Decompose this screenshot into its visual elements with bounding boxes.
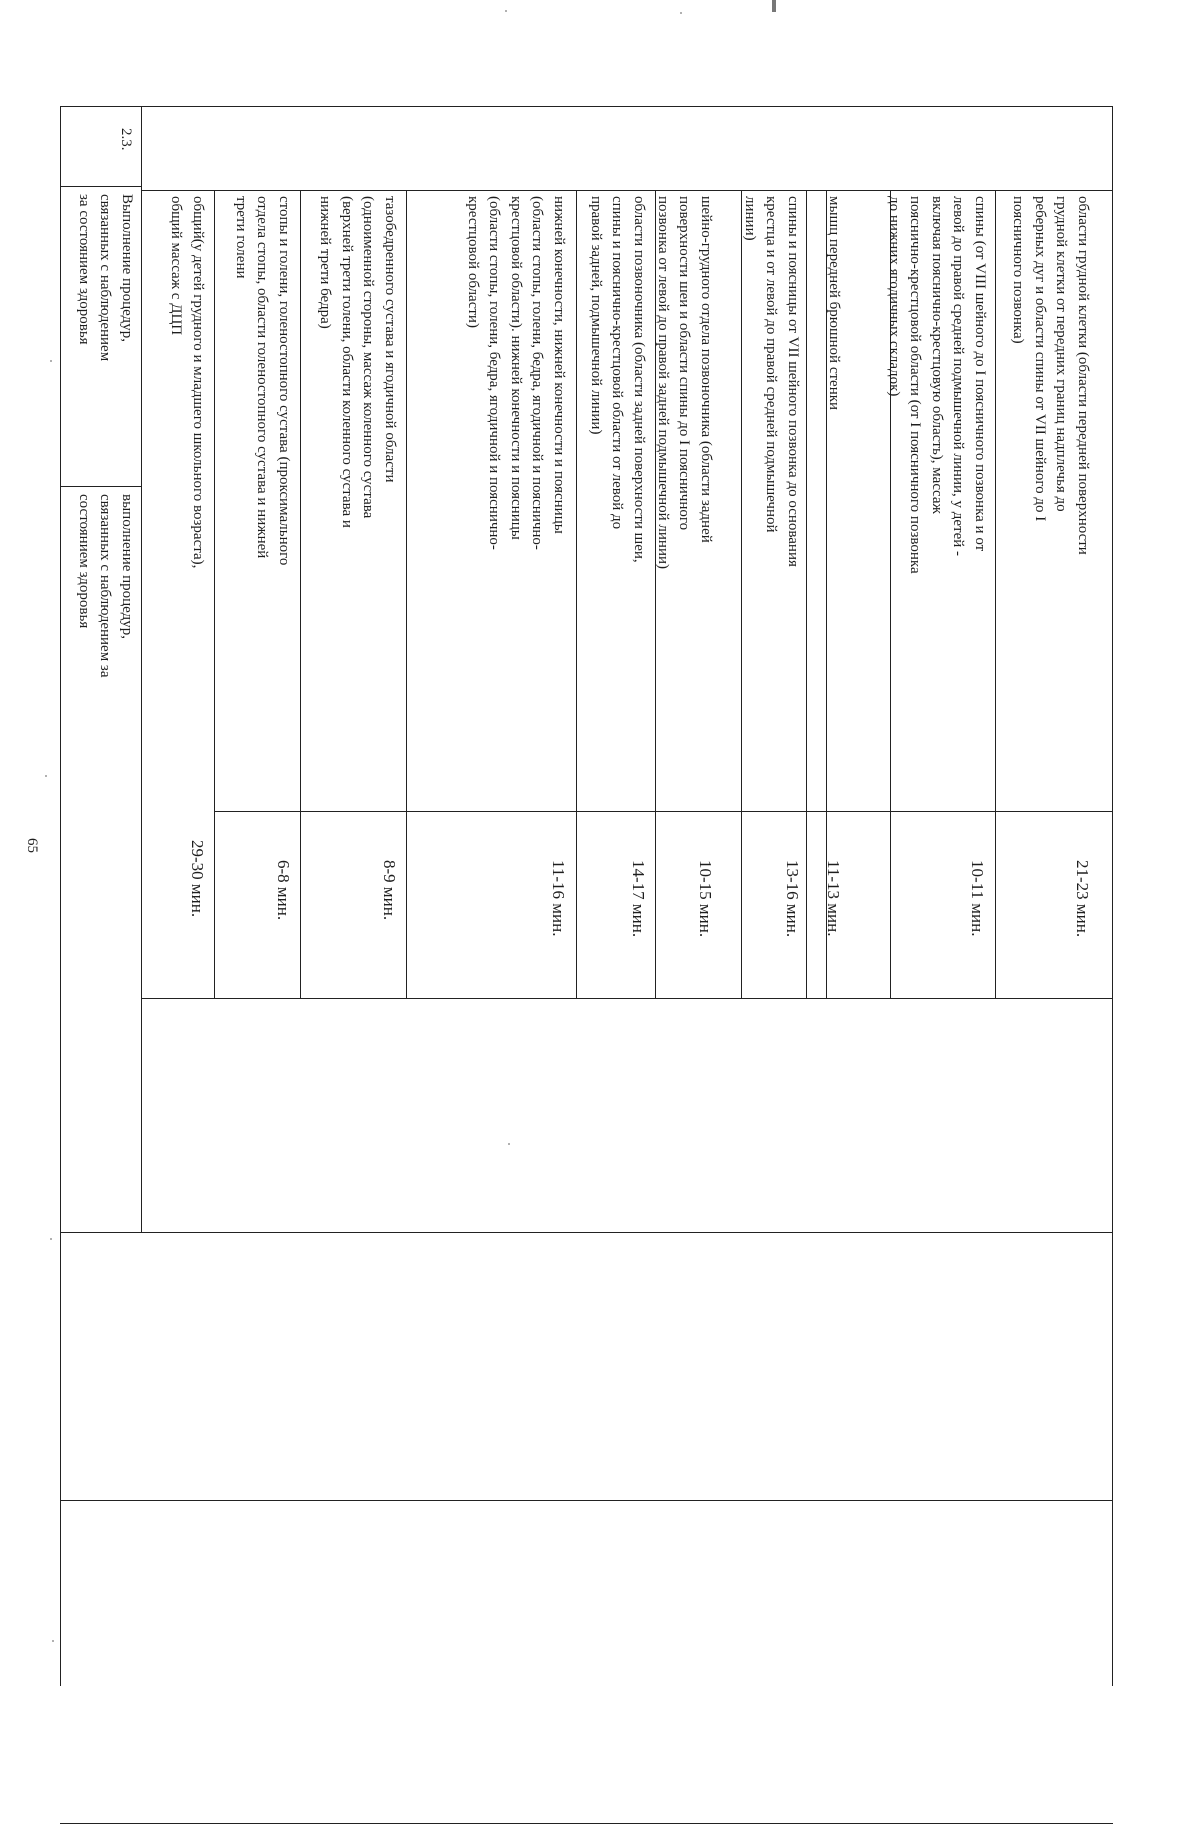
massage-item-description: спины и поясницы от VII шейного позвонка до основания крестца и от левой до правой средней подмышечной линии) [742,196,801,567]
scan-artifact [772,0,776,12]
massage-item-duration: 11-13 мин. [824,860,843,937]
row-number: 2.3. [118,128,134,151]
massage-item-description: шейно-грудного отдела позвоночника (области задней поверхности шеи и области спины до I поясничного позвонка от левой до правой задней подмышечной линии) [655,196,714,570]
row-title-line: Выполнение процедур, [119,194,135,342]
scan-dust [505,10,507,12]
massage-item-duration: 11-16 мин. [549,860,568,937]
scan-dust [50,360,52,362]
row-title [73,194,138,361]
massage-item-description: общий(у детей грудного и младшего школьного возраста), общий массаж с ДЦП [168,196,206,569]
massage-item-description: спины (от VIII шейного до I поясничного позвонка и от левой до правой средней подмышечной линии, у детей - включая пояснично-крестцовую область), массаж пояснично-крестцовой области (от I поясничного позвонка до нижних ягодичных складок) [886,196,988,574]
massage-item-description: области грудной клетки (области передней поверхности грудной клетки от передних границ надплечья до реберных дуг и области спины от VII шейного до I поясничного позвонка) [1010,196,1091,555]
scan-dust [52,1640,54,1642]
massage-item-duration: 14-17 мин. [629,860,648,938]
scan-dust [50,1238,52,1240]
scan-dust [45,775,47,777]
massage-item-description: нижней конечности, нижней конечности и поясницы (области стопы, голени, бедра, ягодичной и пояснично- крестцовой области). нижней конечности и поясницы (области стопы, голени, бедра, ягодичной и пояснично- крестцовой области) [465,196,567,550]
row-title-line: связанных с наблюдением [97,194,114,362]
massage-item-description: стопы и голени, голеностопного сустава (проксимального отдела стопы, области голеностопного сустава и нижней трети голени [233,196,292,566]
row-subtitle-line: выполнение процедур, [119,494,135,640]
massage-item-duration: 10-15 мин. [696,860,715,938]
massage-item-duration: 13-16 мин. [783,860,802,938]
row-title-line: за состоянием здоровья [76,194,92,345]
scan-dust [680,12,682,14]
scan-dust [508,1143,510,1145]
row-subtitle-line: связанных с наблюдением за [97,494,114,678]
row-subtitle [73,494,138,678]
massage-item-duration: 29-30 мин. [188,840,207,918]
massage-item-duration: 8-9 мин. [380,860,399,921]
massage-item-duration: 21-23 мин. [1073,860,1092,938]
massage-item-duration: 6-8 мин. [274,860,293,921]
row-subtitle-line: состоянием здоровья [76,494,92,629]
massage-item-description: области позвоночника (области задней поверхности шеи, спины и пояснично-крестцовой области от левой до правой задней, подмышечной линии) [588,196,647,563]
massage-item-description: тазобедренного сустава и ягодичной области (одноименной стороны, массаж коленного сустава (верхней трети голени, области коленного сустава и нижней трети бедра) [317,196,398,528]
massage-item-duration: 10-11 мин. [968,860,987,937]
page-number: 65 [24,838,40,853]
massage-item-description: мышц передней брюшной стенки [826,196,842,411]
